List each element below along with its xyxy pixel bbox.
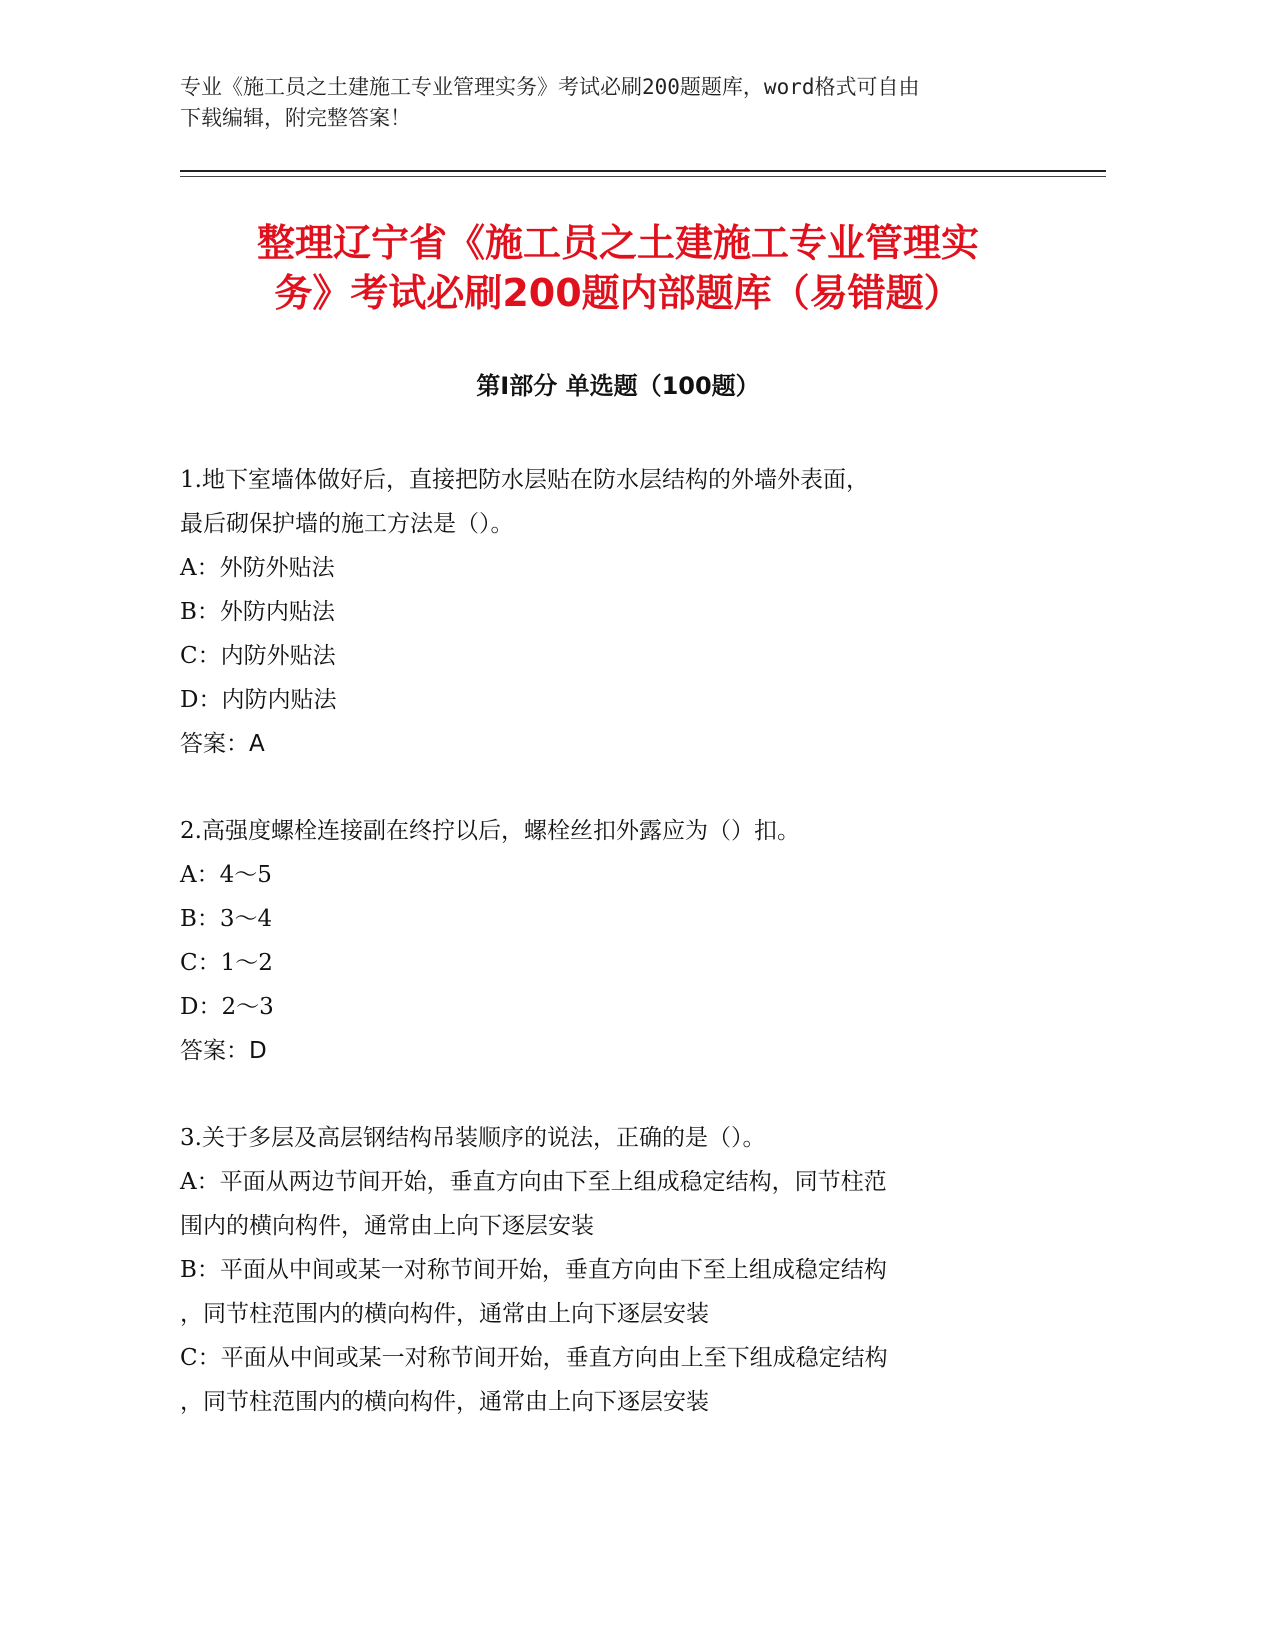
document-title-line1: 整理辽宁省《施工员之土建施工专业管理实 xyxy=(256,221,979,265)
header-note xyxy=(180,72,1040,134)
header-divider-thin xyxy=(180,176,1106,177)
option-b: B：平面从中间或某一对称节间开始，垂直方向由下至上组成稳定结构 xyxy=(180,1257,887,1283)
option-d: D：内防内贴法 xyxy=(180,687,337,713)
option-c: C：内防外贴法 xyxy=(180,643,336,669)
document-title xyxy=(180,218,1056,318)
option-a-continued: 围内的横向构件，通常由上向下逐层安装 xyxy=(180,1213,594,1239)
option-c: C：平面从中间或某一对称节间开始，垂直方向由上至下组成稳定结构 xyxy=(180,1345,888,1371)
option-c: C：1～2 xyxy=(180,950,273,976)
answer: 答案：A xyxy=(180,731,265,757)
section-title: 第Ⅰ部分 单选题（100题） xyxy=(476,372,760,400)
option-b: B：外防内贴法 xyxy=(180,599,335,625)
header-note-line1: 专业《施工员之土建施工专业管理实务》考试必刷200题题库，word格式可自由 xyxy=(180,75,920,99)
question-list xyxy=(180,458,1036,1467)
option-a: A：外防外贴法 xyxy=(180,555,335,581)
question-2 xyxy=(180,809,1036,1073)
option-a: A：4～5 xyxy=(180,862,272,888)
question-stem: 2.高强度螺栓连接副在终拧以后，螺栓丝扣外露应为（）扣。 xyxy=(180,818,800,844)
option-c-continued: ，同节柱范围内的横向构件，通常由上向下逐层安装 xyxy=(180,1389,709,1415)
option-b: B：3～4 xyxy=(180,906,273,932)
question-1 xyxy=(180,458,1036,766)
header-note-line2: 下载编辑，附完整答案！ xyxy=(180,106,411,130)
option-a: A：平面从两边节间开始，垂直方向由下至上组成稳定结构，同节柱范 xyxy=(180,1169,887,1195)
answer: 答案：D xyxy=(180,1038,267,1064)
question-stem: 3.关于多层及高层钢结构吊装顺序的说法，正确的是（）。 xyxy=(180,1125,766,1151)
question-stem: 最后砌保护墙的施工方法是（）。 xyxy=(180,511,514,537)
document-title-line2: 务》考试必刷200题内部题库（易错题） xyxy=(274,271,962,315)
option-d: D：2～3 xyxy=(180,994,274,1020)
option-b-continued: ，同节柱范围内的横向构件，通常由上向下逐层安装 xyxy=(180,1301,709,1327)
question-stem: 1.地下室墙体做好后，直接把防水层贴在防水层结构的外墙外表面， xyxy=(180,467,869,493)
header-divider-thick xyxy=(180,170,1106,172)
question-3 xyxy=(180,1116,1036,1424)
